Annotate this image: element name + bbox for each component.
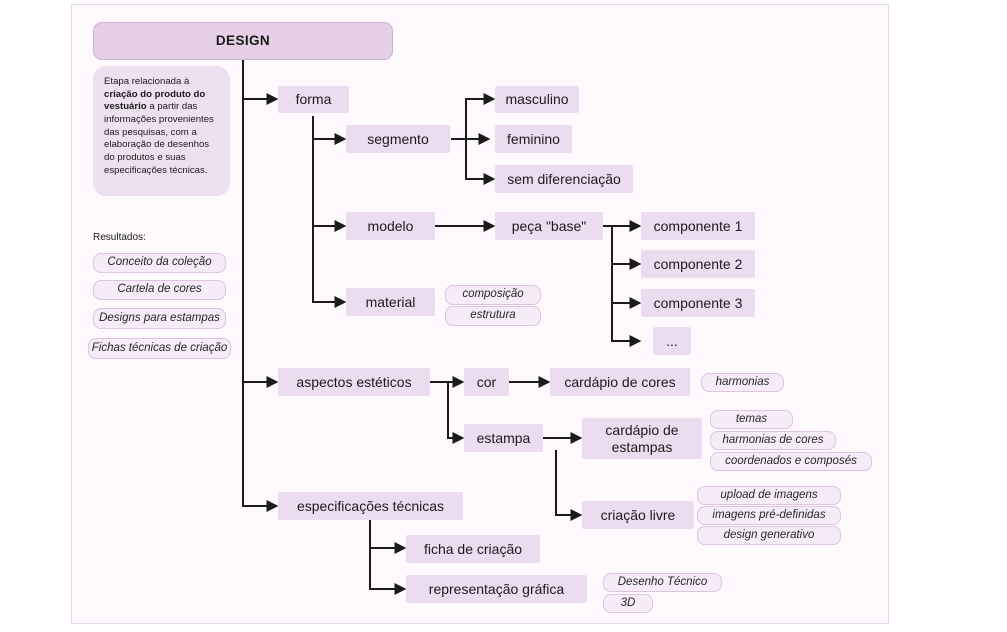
node-cardapio-de-cores[interactable] — [550, 368, 690, 396]
description-card — [93, 66, 230, 196]
node-3d[interactable] — [603, 594, 653, 613]
node-label: feminino — [507, 130, 560, 147]
description-rest: a partir das informações provenientes das pesquisas, com a elaboração de desenhos do produtos e suas especificações técnicas. — [104, 101, 214, 176]
node-label: material — [365, 293, 416, 310]
node-label: segmento — [367, 130, 429, 147]
node-forma[interactable] — [278, 86, 349, 113]
result-item-1[interactable] — [93, 253, 226, 273]
node-label: harmonias — [715, 375, 770, 388]
result-item-4[interactable] — [88, 338, 231, 359]
node-label: harmonias de cores — [722, 433, 824, 446]
node-design-generativo[interactable] — [697, 526, 841, 545]
node-label: ... — [666, 332, 678, 349]
node-imagens-pre-definidas[interactable] — [697, 506, 841, 525]
node-label: cardápio de cores — [564, 373, 676, 390]
node-label: Desenho Técnico — [617, 575, 708, 588]
result-item-2[interactable] — [93, 280, 226, 300]
node-sem-diferenciacao[interactable] — [495, 165, 633, 193]
node-representacao-grafica[interactable] — [406, 575, 587, 603]
node-segmento[interactable] — [346, 125, 450, 153]
node-cardapio-de-estampas[interactable] — [582, 418, 702, 459]
node-componente-ellipsis[interactable] — [653, 327, 691, 355]
node-especificacoes-tecnicas[interactable] — [278, 492, 463, 520]
node-label: modelo — [367, 217, 414, 234]
node-estampa[interactable] — [464, 424, 543, 452]
result-label: Fichas técnicas de criação — [91, 341, 228, 354]
node-label: temas — [735, 412, 768, 425]
node-label: design generativo — [723, 528, 815, 541]
node-label: coordenados e composés — [725, 454, 857, 467]
node-coordenados-e-composes[interactable] — [710, 452, 872, 471]
node-harmonias-de-cores[interactable] — [710, 431, 836, 450]
node-componente-1[interactable] — [641, 212, 755, 240]
node-estrutura[interactable] — [445, 306, 541, 326]
node-label: cardápio de estampas — [605, 421, 679, 455]
node-label: representação gráfica — [428, 580, 565, 597]
node-label: sem diferenciação — [507, 170, 621, 187]
result-item-3[interactable] — [93, 308, 226, 329]
node-label: 3D — [620, 596, 636, 609]
node-label: componente 1 — [653, 217, 743, 234]
node-label: estrutura — [470, 309, 516, 322]
description-intro: Etapa relacionada à — [104, 76, 190, 87]
node-modelo[interactable] — [346, 212, 435, 240]
node-feminino[interactable] — [495, 125, 572, 153]
node-composicao[interactable] — [445, 285, 541, 305]
node-label: criação livre — [600, 506, 676, 523]
node-label: especificações técnicas — [296, 497, 445, 514]
node-temas[interactable] — [710, 410, 793, 429]
node-label: DESIGN — [215, 33, 271, 49]
node-aspectos-esteticos[interactable] — [278, 368, 430, 396]
result-label: Conceito da coleção — [107, 256, 212, 269]
node-label: peça "base" — [511, 217, 587, 234]
node-design-title[interactable] — [93, 22, 393, 60]
node-componente-2[interactable] — [641, 250, 755, 278]
description-bold: criação do produto do vestuário — [104, 88, 206, 113]
node-upload-de-imagens[interactable] — [697, 486, 841, 505]
node-label: cor — [476, 373, 497, 390]
node-ficha-de-criacao[interactable] — [406, 535, 540, 563]
node-cor[interactable] — [464, 368, 509, 396]
node-criacao-livre[interactable] — [582, 501, 694, 529]
node-label: masculino — [505, 91, 569, 108]
node-masculino[interactable] — [495, 86, 579, 113]
node-label: composição — [462, 288, 524, 301]
node-label: componente 2 — [653, 255, 743, 272]
results-label: Resultados: — [93, 232, 146, 243]
node-label: imagens pré-definidas — [712, 508, 826, 521]
node-label: ficha de criação — [423, 540, 523, 557]
node-desenho-tecnico[interactable] — [603, 573, 722, 592]
node-label: forma — [295, 91, 332, 108]
node-label: estampa — [476, 429, 531, 446]
result-label: Designs para estampas — [99, 311, 220, 324]
node-label: aspectos estéticos — [296, 373, 412, 390]
node-harmonias[interactable] — [701, 373, 784, 392]
node-peca-base[interactable] — [495, 212, 603, 240]
node-componente-3[interactable] — [641, 289, 755, 317]
node-label: componente 3 — [653, 294, 743, 311]
node-material[interactable] — [346, 288, 435, 316]
node-label: upload de imagens — [720, 488, 818, 501]
result-label: Cartela de cores — [117, 283, 202, 296]
